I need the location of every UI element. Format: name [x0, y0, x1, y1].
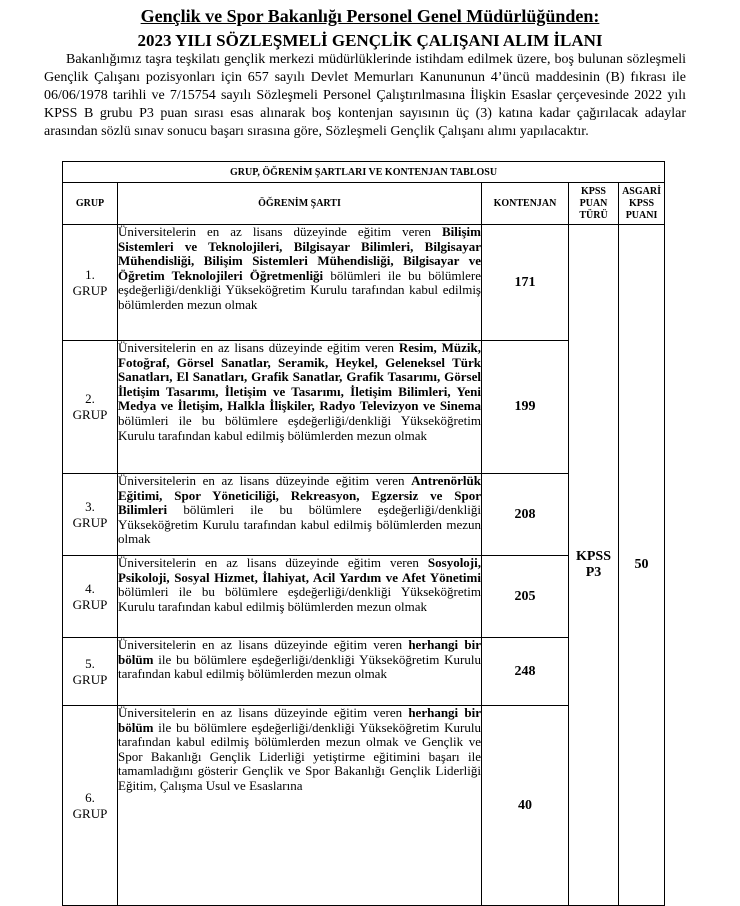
quota-cell: 171: [482, 225, 569, 341]
announcement-title: 2023 YILI SÖZLEŞMELİ GENÇLİK ÇALIŞANI ALIM İLANI: [137, 31, 603, 50]
quota-cell: 40: [482, 706, 569, 906]
department-list: herhangi bir bölüm: [118, 705, 481, 735]
kpss-score-type-cell: [569, 225, 619, 906]
group-label: 6.: [85, 789, 95, 805]
group-label: GRUP: [72, 805, 108, 821]
org-heading: Gençlik ve Spor Bakanlığı Personel Genel Müdürlüğünden:: [140, 6, 600, 26]
group-label: GRUP: [72, 407, 108, 422]
group-label: 1.: [85, 266, 95, 282]
header-kpss-turu-line: TÜRÜ: [579, 209, 608, 221]
group-label: GRUP: [72, 596, 108, 612]
header-sart: ÖĞRENİM ŞARTI: [118, 183, 482, 225]
header-kpss-turu-line: KPSS: [580, 185, 606, 197]
quota-cell: 205: [482, 556, 569, 638]
requirement-text: Üniversitelerin en az lisans düzeyinde eğitim veren: [118, 555, 428, 570]
table-header-row: [63, 183, 665, 225]
table-title: GRUP, ÖĞRENİM ŞARTLARI VE KONTENJAN TABLOSU: [63, 162, 665, 183]
header-kpss-turu: [569, 183, 619, 225]
quota-cell: 208: [482, 474, 569, 556]
education-requirement-cell: [118, 556, 482, 638]
requirement-text: Üniversitelerin en az lisans düzeyinde eğitim veren: [118, 340, 399, 355]
header-kontenjan: KONTENJAN: [482, 183, 569, 225]
group-label: 4.: [85, 580, 95, 596]
requirement-text: Üniversitelerin en az lisans düzeyinde eğitim veren: [118, 705, 409, 720]
quota-cell: 199: [482, 341, 569, 474]
quota-cell: 248: [482, 638, 569, 706]
header-asgari-line: ASGARİ: [622, 185, 661, 197]
requirement-text: Üniversitelerin en az lisans düzeyinde eğitim veren: [118, 473, 412, 488]
group-cell: [63, 474, 118, 556]
group-label: GRUP: [72, 282, 108, 298]
education-requirement-cell: [118, 225, 482, 341]
department-list: herhangi bir bölüm: [118, 637, 481, 667]
education-requirement-cell: [118, 474, 482, 556]
header-grup: GRUP: [63, 183, 118, 225]
education-requirement-cell: [118, 638, 482, 706]
group-cell: [63, 706, 118, 906]
kpss-score-type: P3: [585, 565, 602, 580]
department-list: Antrenörlük Eğitimi, Spor Yöneticiliği, Rekreasyon, Egzersiz ve Spor Bilimleri: [118, 473, 481, 518]
requirement-text: Üniversitelerin en az lisans düzeyinde eğitim veren: [118, 224, 442, 239]
group-cell: [63, 638, 118, 706]
group-cell: [63, 341, 118, 474]
group-cell: [63, 556, 118, 638]
department-list: Resim, Müzik, Fotoğraf, Görsel Sanatlar, Seramik, Heykel, Geleneksel Türk Sanatları, El Sanatları, Grafik Sanatlar, Grafik Tasarımı, Görsel İletişim Tasarımı, İletişim ve Tasarımı, İletişim Bilimleri, Yeni Medya ve İletişim, Halkla İlişkiler, Radyo Televizyon ve Sinema: [118, 340, 481, 414]
kpss-score-type: KPSS: [575, 549, 611, 564]
group-cell: [63, 225, 118, 341]
requirement-text: ile bu bölümlere eşdeğerliği/denkliği Yükseköğretim Kurulu tarafından kabul edilmiş bölümlerden mezun olmak ve Gençlik ve Spor Bakanlığı Gençlik Liderliği yetiştirme eğitimini başarı ile tamamladığını gösterir Gençlik ve Spor Bakanlığı Gençlik Liderliği Eğitim, Çalışma Usul ve Esaslarına: [118, 719, 481, 793]
group-label: 3.: [85, 498, 95, 514]
intro-paragraph: Bakanlığımız taşra teşkilatı gençlik merkezi müdürlüklerinde istihdam edilmek üzere, boş bulunan sözleşmeli Gençlik Çalışanı pozisyonları için 657 sayılı Devlet Memurları Kanununun 4’üncü maddesinin (B) fıkrası ile 06/06/1978 tarihli ve 7/15754 sayılı Sözleşmeli Personel Çalıştırılmasına İlişkin Esaslar çerçevesinde 2022 yılı KPSS B grubu P3 puan sırası esas alınarak boş kontenjan sayısının üç (3) katına kadar çağırılacak adaylar arasından sözlü sınav sonucu başarı sırasına göre, Sözleşmeli Gençlik Çalışanı alımı yapılacaktır.: [44, 52, 686, 139]
requirement-text: ile bu bölümlere eşdeğerliği/denkliği Yükseköğretim Kurulu tarafından kabul edilmiş bölümlerden mezun olmak: [118, 651, 481, 682]
department-list: Sosyoloji, Psikoloji, Sosyal Hizmet, İlahiyat, Acil Yardım ve Afet Yönetimi: [118, 555, 481, 585]
header-asgari-line: PUANI: [625, 209, 658, 221]
requirement-text: bölümleri ile bu bölümlere eşdeğerliği/denkliği Yükseköğretim Kurulu tarafından kabul edilmiş bölümlerden mezun olmak: [118, 584, 481, 614]
group-label: GRUP: [72, 671, 108, 687]
education-requirement-cell: [118, 341, 482, 474]
requirement-text: bölümleri ile bu bölümlere eşdeğerliği/denkliği Yükseköğretim Kurulu tarafından kabul edilmiş bölümlerden mezun olmak: [118, 502, 481, 547]
header-asgari: [619, 183, 665, 225]
group-label: GRUP: [72, 514, 108, 530]
department-list: Bilişim Sistemleri ve Teknolojileri, Bilgisayar Bilimleri, Bilgisayar Mühendisliği, Bilişim Sistemleri Mühendisliği, Bilgisayar ve Öğretim Teknolojileri Öğretmenliği: [118, 224, 481, 283]
requirement-text: bölümleri ile bu bölümlere eşdeğerliği/denkliği Yükseköğretim Kurulu tarafından kabul edilmiş bölümlerden mezun olmak: [118, 412, 481, 443]
header-kpss-turu-line: PUAN: [579, 197, 608, 209]
header-asgari-line: KPSS: [629, 197, 655, 209]
table-row: [63, 225, 665, 341]
quota-table: [62, 161, 665, 906]
group-label: 2.: [85, 391, 95, 406]
requirement-text: bölümleri ile bu bölümlere eşdeğerliği/denkliği Yükseköğretim Kurulu tarafından kabul edilmiş bölümlerden mezun olmak: [118, 267, 482, 312]
education-requirement-cell: [118, 706, 482, 906]
group-label: 5.: [85, 655, 95, 671]
requirement-text: Üniversitelerin en az lisans düzeyinde eğitim veren: [118, 637, 409, 652]
min-kpss-score-cell: 50: [619, 225, 665, 906]
